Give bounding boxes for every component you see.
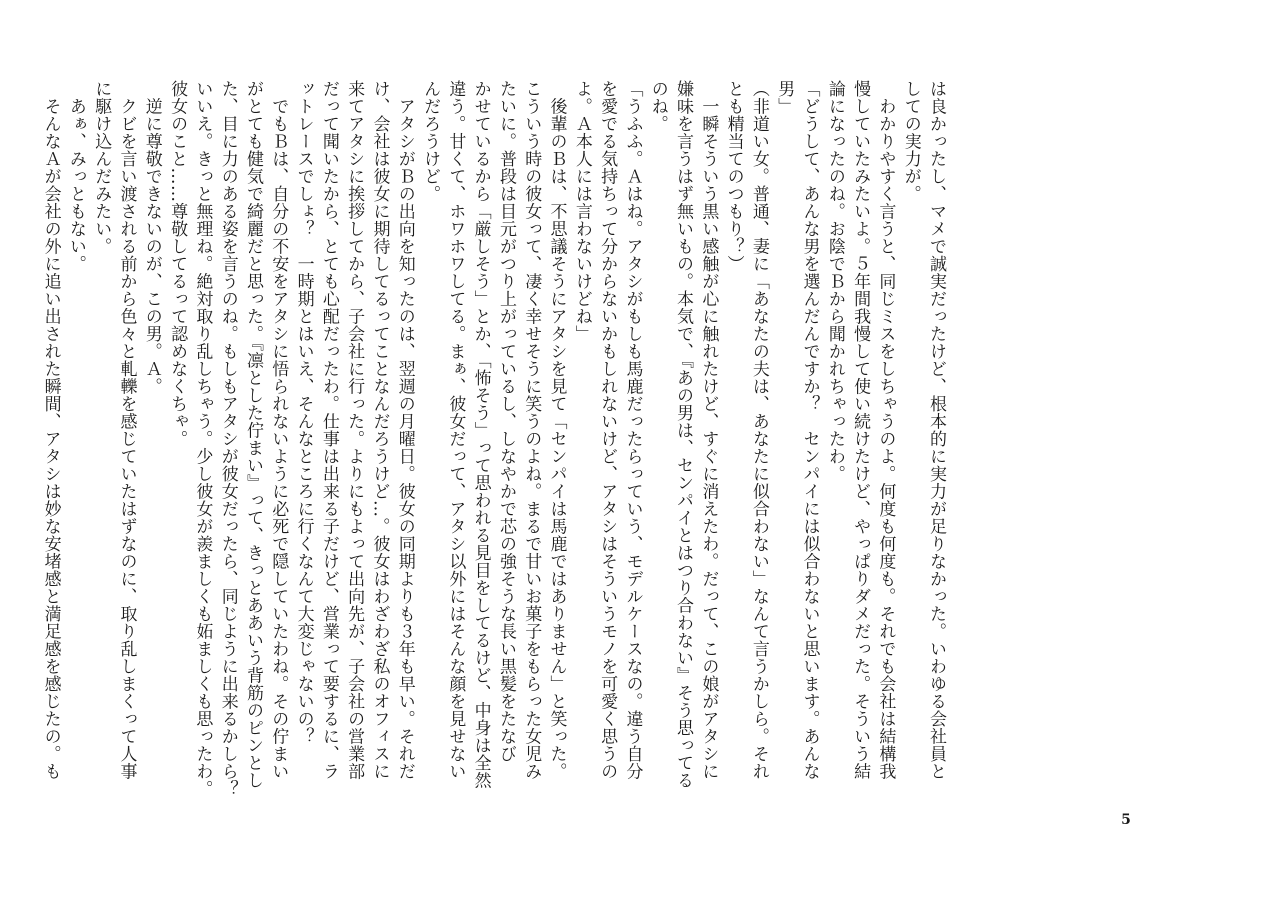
text-line: は良かったし、マメで誠実だったけど、根本的に実力が足りなかった。いわゆる会社員と [926,80,946,780]
text-line: とも精当てのつもり？） [723,80,744,273]
text-line: 一瞬そういう黒い感触が心に触れたけど、すぐに消えたわ。だって、この娘がアタシに [698,80,719,780]
text-line: 「どうして、あんな男を選んだんですか？ センパイには似合わないと思います。あんな [799,80,820,780]
text-line: に駆け込んだみたい。 [91,80,112,255]
text-line: （非道い女。普通、妻に「あなたの夫は、あなたに似合わない」なんて言うかしら。それ [748,80,769,780]
text-line: でもＢは、自分の不安をアタシに悟られないように必死で隠していたわね。その佇まい [268,80,289,780]
text-line: んだろうけど。 [420,80,441,203]
text-line: のね。 [647,80,668,133]
text-line: しての実力が。 [900,80,921,203]
text-line: 嫌味を言うはず無いもの。本気で、『あの男は、センパイとはつり合わない』そう思ってる [673,80,694,789]
page-number: 5 [1121,812,1131,828]
text-line: いいえ。きっと無理ね。絶対取り乱しちゃう。少し彼女が羨ましくも妬ましくも思ったわ。 [192,80,213,798]
text-line: かせているから「厳しそう」とか、「怖そう」って思われる見目をしてるけど、中身は全然 [470,80,491,789]
text-line: がとても健気で綺麗だと思った。『凛とした佇まい』って、きっとああいう背筋のピンとし [242,80,263,789]
text-line: アタシがＢの出向を知ったのは、翌週の月曜日。彼女の同期よりも３年も早い。それだ [394,80,415,780]
text-line: そんなＡが会社の外に追い出された瞬間、アタシは妙な安堵感と満足感を感じたの。も [40,80,61,780]
text-line: 違う。甘くて、ホワホワしてる。まぁ、彼女だって、アタシ以外にはそんな顔を見せない [445,80,466,780]
text-line: クビを言い渡される前から色々と軋轢を感じていたはずなのに、取り乱しまくって人事 [116,80,137,780]
text-line: ットレースでしょ？ 一時期とはいえ、そんなところに行くなんて大変じゃないの？ [293,80,314,745]
text-line: 男」 [774,80,795,115]
text-line: け、会社は彼女に期待してるってことなんだろうけど…。彼女はわざわざ私のオフィスに [369,80,390,780]
text-line: 「うふふ。Ａはね。アタシがもしも馬鹿だったらっていう、モデルケースなの。違う自分 [622,80,643,780]
text-line: 後輩のＢは、不思議そうにアタシを見て「センパイは馬鹿ではありません」と笑った。 [546,80,567,780]
text-line: 慢していたみたいよ。５年間我慢して使い続けたけど、やっぱりダメだった。そういう結 [850,80,871,780]
text-line: 彼女のこと……尊敬してるって認めなくちゃ。 [167,80,188,448]
body-text [40,80,948,840]
text-line: だって聞いたから、とても心配だったわ。仕事は出来る子だけど、営業って要するに、ラ [318,80,339,780]
text-line: よ。Ａ本人には言わないけどね」 [571,80,592,343]
text-line: 来てアタシに挨拶してから、子会社に行った。よりにもよって出向先が、子会社の営業部 [344,80,365,780]
text-line: 論になったのね。お陰でＢから聞かれちゃったわ。 [824,80,845,483]
text-line: 逆に尊敬できないのが、この男。Ａ。 [141,80,162,395]
text-line: あぁ、みっともない。 [65,80,86,273]
text-line: たいに。普段は目元がつり上がっているし、しなやかで芯の強そうな長い黒髪をたなび [495,80,516,763]
text-line: わかりやすく言うと、同じミスをしちゃうのよ。何度も何度も。それでも会社は結構我 [875,80,896,780]
text-line: た、目に力のある姿を言うのね。もしもアタシが彼女だったら、同じように出来るかしら？ [217,80,238,798]
text-line: を愛でる気持ちって分からないかもしれないけど、アタシはそういうモノを可愛く思うの [597,80,618,780]
text-line: こういう時の彼女って、凄く幸せそうに笑うのよね。まるで甘いお菓子をもらった女児み [521,80,542,780]
